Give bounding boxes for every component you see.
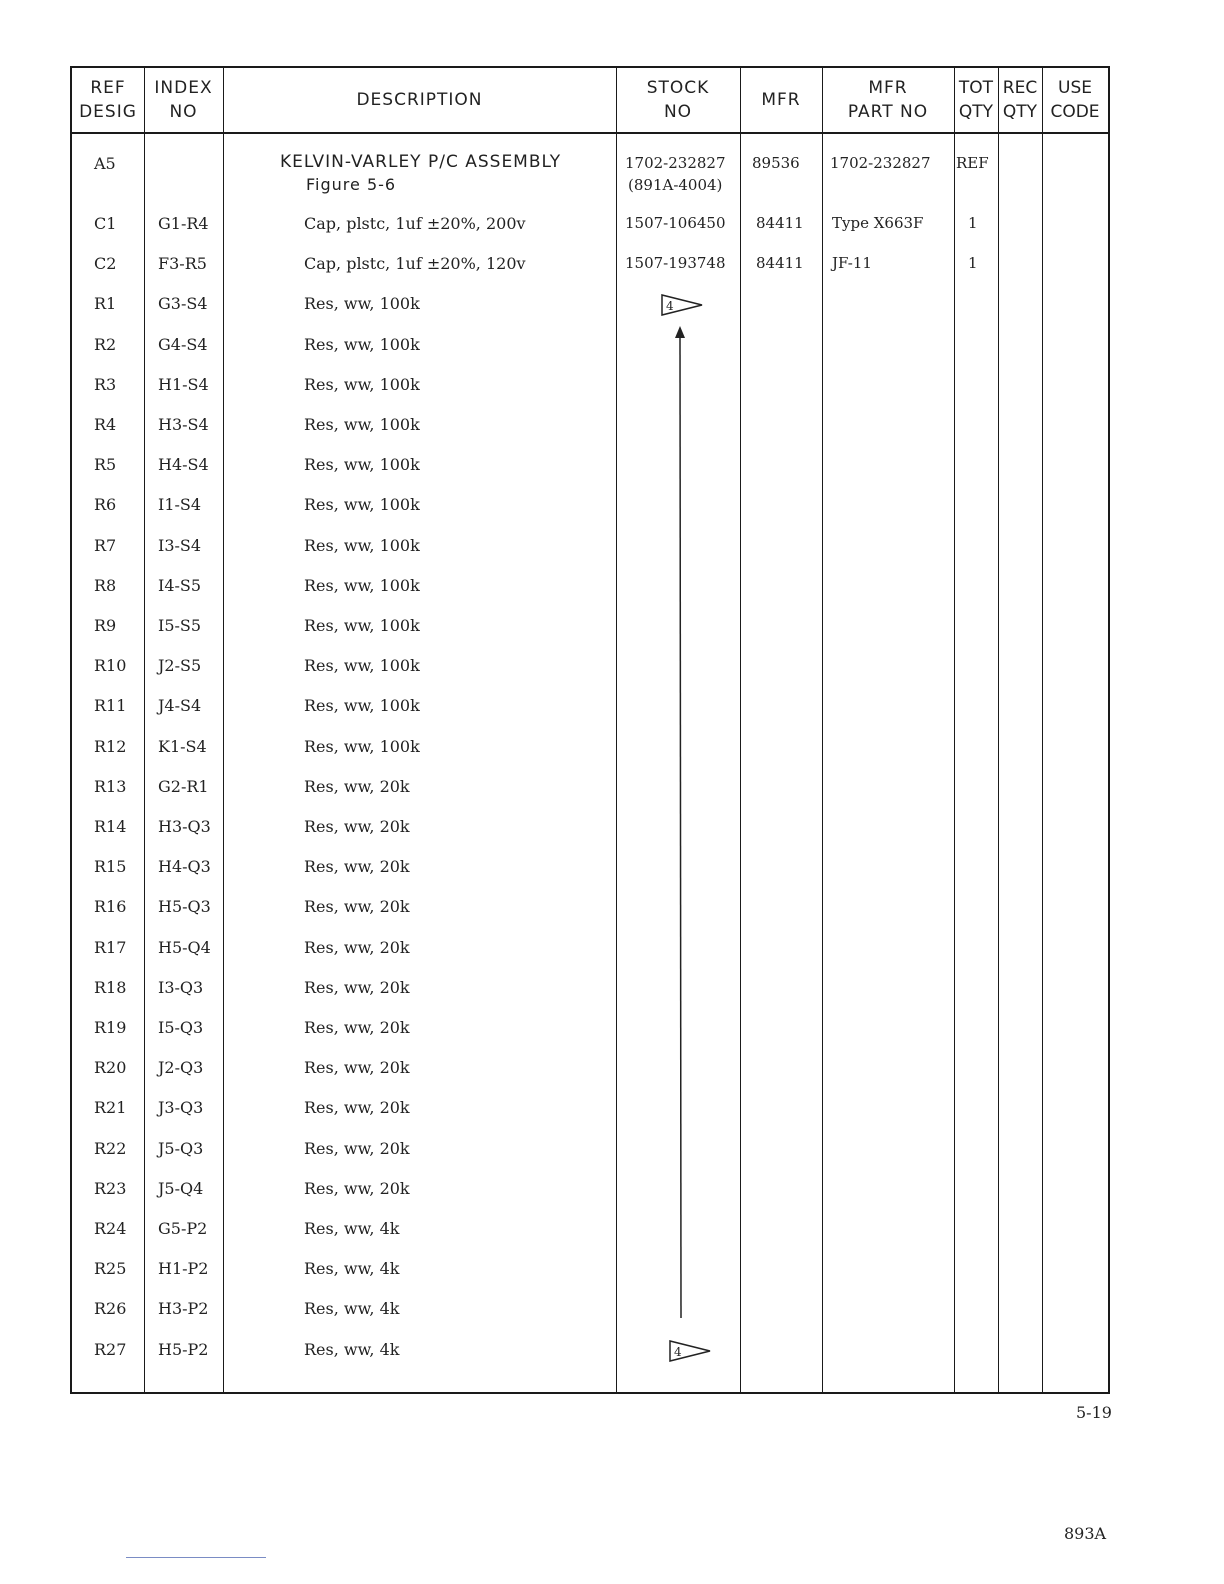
table-row (72, 978, 1108, 1018)
description-cell: Res, ww, 100k (304, 535, 420, 555)
table-row (72, 335, 1108, 375)
index-no-cell: G2-R1 (158, 776, 209, 796)
table-row (72, 1340, 1108, 1380)
description-cell: Res, ww, 4k (304, 1219, 400, 1238)
index-no-cell: I5-S5 (158, 616, 202, 635)
ref-desig-cell: R7 (94, 535, 117, 555)
table-row (72, 294, 1108, 334)
tot-qty-cell: 1 (968, 214, 978, 232)
note-flag-end (666, 1338, 716, 1364)
ref-desig-cell: R25 (94, 1259, 127, 1279)
index-no-cell: H5-Q3 (158, 897, 211, 917)
index-no-cell: I3-S4 (158, 535, 202, 555)
description-cell: Res, ww, 100k (304, 334, 420, 354)
ref-desig-cell: R24 (94, 1219, 127, 1238)
ref-desig-cell: R12 (94, 736, 127, 756)
continuation-arrow (670, 324, 690, 1322)
index-no-cell: H4-S4 (158, 455, 209, 475)
ref-desig-cell: R19 (94, 1018, 127, 1037)
description-cell: Res, ww, 20k (304, 857, 410, 877)
stock-no-cell: 1507-193748 (625, 254, 726, 273)
index-no-cell: F3-R5 (158, 254, 207, 274)
ref-desig-cell: R6 (94, 495, 117, 515)
table-row (72, 857, 1108, 897)
description-cell: Res, ww, 20k (304, 1018, 410, 1037)
parts-list-table (70, 66, 1110, 1394)
ref-desig-cell: R3 (94, 374, 117, 394)
description-cell: Res, ww, 100k (304, 736, 420, 756)
assembly-tot-qty: REF (956, 154, 989, 172)
page-number: 5-19 (1076, 1403, 1112, 1422)
assembly-ref: A5 (94, 154, 116, 173)
assembly-title: KELVIN-VARLEY P/C ASSEMBLY (280, 152, 562, 172)
header-mfr-part-no: MFR PART NO (847, 78, 929, 122)
ref-desig-cell: R2 (94, 334, 117, 354)
index-no-cell: G1-R4 (158, 214, 209, 233)
index-no-cell: J2-S5 (158, 656, 202, 676)
header-description: DESCRIPTION (356, 90, 483, 110)
ref-desig-cell: R15 (94, 857, 127, 877)
ref-desig-cell: R5 (94, 455, 117, 475)
table-row (72, 938, 1108, 978)
ref-desig-cell: R10 (94, 656, 127, 676)
index-no-cell: H5-Q4 (158, 937, 211, 957)
index-no-cell: J5-Q4 (158, 1178, 204, 1198)
model-number: 893A (1064, 1524, 1107, 1543)
description-cell: Cap, plstc, 1uf ±20%, 120v (304, 254, 526, 274)
assembly-mfr: 89536 (752, 154, 800, 172)
ref-desig-cell: R26 (94, 1299, 127, 1319)
note-flag-end-number: 4 (674, 1345, 682, 1359)
ref-desig-cell: R13 (94, 776, 127, 796)
header-rec-qty: REC QTY (1002, 78, 1038, 122)
note-flag-start (658, 292, 708, 318)
description-cell: Res, ww, 100k (304, 575, 420, 595)
index-no-cell: H3-P2 (158, 1299, 209, 1319)
mfr-part-no-cell: Type X663F (832, 214, 924, 232)
ref-desig-cell: R16 (94, 897, 127, 917)
description-cell: Res, ww, 20k (304, 776, 410, 796)
index-no-cell: I4-S5 (158, 575, 202, 595)
index-no-cell: K1-S4 (158, 736, 207, 756)
index-no-cell: I5-Q3 (158, 1018, 204, 1037)
index-no-cell: J3-Q3 (158, 1098, 204, 1118)
ref-desig-cell: R27 (94, 1339, 127, 1359)
description-cell: Res, ww, 100k (304, 415, 420, 434)
index-no-cell: I1-S4 (158, 495, 202, 515)
index-no-cell: J2-Q3 (158, 1058, 204, 1078)
table-row (72, 817, 1108, 857)
ref-desig-cell: C2 (94, 254, 117, 274)
table-row (72, 616, 1108, 656)
index-no-cell: G5-P2 (158, 1219, 208, 1238)
table-row (72, 455, 1108, 495)
ref-desig-cell: C1 (94, 214, 117, 233)
description-cell: Res, ww, 20k (304, 897, 410, 917)
index-no-cell: H1-S4 (158, 374, 209, 394)
ref-desig-cell: R17 (94, 937, 127, 957)
table-row (72, 1098, 1108, 1138)
assembly-row (72, 152, 1108, 202)
description-cell: Res, ww, 100k (304, 374, 420, 394)
table-row (72, 214, 1108, 254)
ref-desig-cell: R21 (94, 1098, 127, 1118)
description-cell: Res, ww, 100k (304, 696, 420, 716)
index-no-cell: H5-P2 (158, 1339, 209, 1359)
ref-desig-cell: R23 (94, 1178, 127, 1198)
ref-desig-cell: R11 (94, 696, 127, 716)
ref-desig-cell: R9 (94, 616, 117, 635)
table-row (72, 1299, 1108, 1339)
table-row (72, 1058, 1108, 1098)
header-mfr: MFR (761, 90, 801, 110)
header-tot-qty: TOT QTY (958, 78, 994, 122)
table-row (72, 1139, 1108, 1179)
index-no-cell: J5-Q3 (158, 1138, 204, 1158)
description-cell: Res, ww, 100k (304, 656, 420, 676)
assembly-stock-alt: (891A-4004) (628, 176, 723, 194)
description-cell: Res, ww, 20k (304, 1098, 410, 1118)
footer-rule (126, 1557, 266, 1558)
ref-desig-cell: R4 (94, 415, 117, 434)
description-cell: Res, ww, 100k (304, 294, 420, 314)
header-ref-desig: REF DESIG (79, 78, 137, 122)
index-no-cell: H3-Q3 (158, 817, 211, 836)
index-no-cell: H3-S4 (158, 415, 209, 434)
description-cell: Res, ww, 100k (304, 616, 420, 635)
table-row (72, 1018, 1108, 1058)
description-cell: Res, ww, 4k (304, 1339, 400, 1359)
table-row (72, 656, 1108, 696)
ref-desig-cell: R14 (94, 817, 127, 836)
mfr-cell: 84411 (756, 214, 804, 232)
description-cell: Res, ww, 20k (304, 817, 410, 836)
assembly-figure: Figure 5-6 (306, 175, 397, 194)
ref-desig-cell: R20 (94, 1058, 127, 1078)
header-stock-no: STOCK NO (646, 78, 710, 122)
table-row (72, 1219, 1108, 1259)
index-no-cell: I3-Q3 (158, 977, 204, 997)
tot-qty-cell: 1 (968, 254, 978, 273)
header-index-no: INDEX NO (154, 78, 213, 122)
table-row (72, 696, 1108, 736)
ref-desig-cell: R1 (94, 294, 117, 314)
index-no-cell: H4-Q3 (158, 857, 211, 877)
description-cell: Res, ww, 4k (304, 1259, 400, 1279)
mfr-cell: 84411 (756, 254, 804, 273)
ref-desig-cell: R8 (94, 575, 117, 595)
table-row (72, 375, 1108, 415)
table-row (72, 415, 1108, 455)
description-cell: Res, ww, 4k (304, 1299, 400, 1319)
description-cell: Res, ww, 20k (304, 937, 410, 957)
index-no-cell: G4-S4 (158, 334, 208, 354)
assembly-mfr-part: 1702-232827 (830, 154, 931, 172)
table-row (72, 737, 1108, 777)
table-row (72, 777, 1108, 817)
note-flag-start-number: 4 (666, 299, 674, 313)
assembly-stock-no: 1702-232827 (625, 154, 726, 172)
table-row (72, 254, 1108, 294)
stock-no-cell: 1507-106450 (625, 214, 726, 232)
table-row (72, 576, 1108, 616)
table-row (72, 495, 1108, 535)
table-row (72, 536, 1108, 576)
description-cell: Res, ww, 20k (304, 1138, 410, 1158)
index-no-cell: J4-S4 (158, 696, 202, 716)
index-no-cell: G3-S4 (158, 294, 208, 314)
mfr-part-no-cell: JF-11 (832, 254, 872, 273)
description-cell: Cap, plstc, 1uf ±20%, 200v (304, 214, 526, 233)
index-no-cell: H1-P2 (158, 1259, 209, 1279)
ref-desig-cell: R22 (94, 1138, 127, 1158)
description-cell: Res, ww, 20k (304, 977, 410, 997)
table-row (72, 897, 1108, 937)
table-row (72, 1259, 1108, 1299)
description-cell: Res, ww, 20k (304, 1178, 410, 1198)
header-use-code: USE CODE (1050, 78, 1100, 122)
ref-desig-cell: R18 (94, 977, 127, 997)
description-cell: Res, ww, 100k (304, 455, 420, 475)
description-cell: Res, ww, 20k (304, 1058, 410, 1078)
table-row (72, 1179, 1108, 1219)
description-cell: Res, ww, 100k (304, 495, 420, 515)
